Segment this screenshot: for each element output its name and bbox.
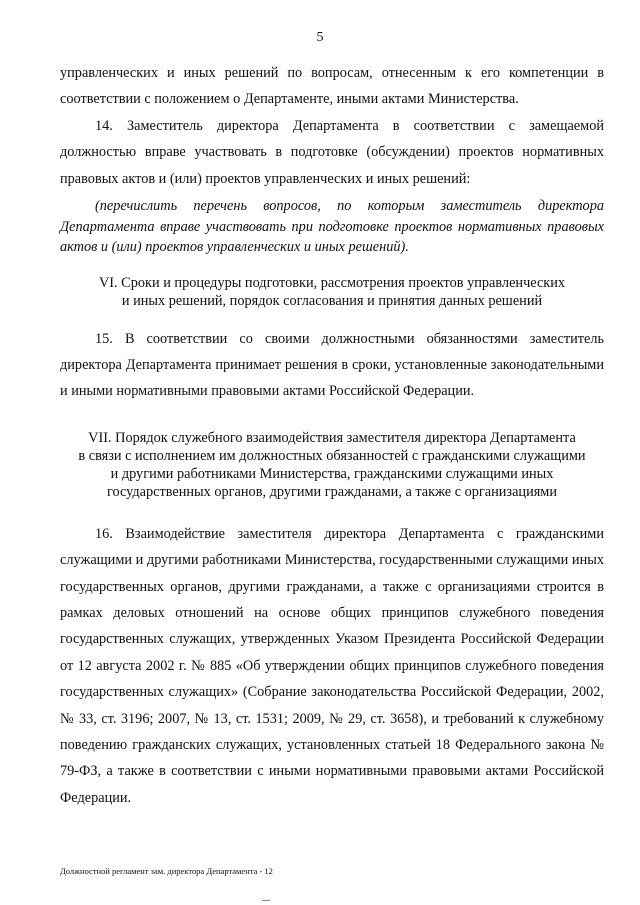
- section-7-heading: [60, 429, 604, 501]
- document-body: [60, 60, 604, 811]
- paragraph-14: 14. Заместитель директора Департамента в соответствии с замещаемой должностью вправе участвовать в подготовке (обсуждении) проектов нормативных правовых актов и (или) проектов управленческих и иных решений:: [60, 117, 604, 187]
- page-number: 5: [316, 30, 324, 45]
- footer-note: Должностной регламент зам. директора Департамента - 12: [60, 866, 273, 876]
- section-6-heading: [60, 274, 604, 310]
- section-7-heading-line: в связи с исполнением им должностных обязанностей с гражданскими служащими: [78, 447, 586, 464]
- section-7-heading-line: VII. Порядок служебного взаимодействия заместителя директора Департамента: [88, 429, 576, 446]
- paragraph-continuation: управленческих и иных решений по вопросам, отнесенным к его компетенции в соответствии с положением о Департаменте, иными актами Министерства.: [60, 65, 604, 108]
- paragraph-14-instruction: (перечислить перечень вопросов, по которым заместитель директора Департамента вправе участвовать при подготовке проектов нормативных правовых актов и (или) проектов управленческих и иных решений).: [60, 198, 604, 256]
- paragraph-15: 15. В соответствии со своими должностными обязанностями заместитель директора Департамента принимает решения в сроки, установленные законодательными и иными нормативными правовыми актами Российской Федерации.: [60, 330, 604, 400]
- paragraph-16: 16. Взаимодействие заместителя директора Департамента с гражданскими служащими и другими работниками Министерства, государственными служащими иных государственных органов, другими гражданами, а также с организациями строится в рамках деловых отношений на основе общих принципов служебного поведения государственных служащих, утвержденных Указом Президента Российской Федерации от 12 августа 2002 г. № 885 «Об утверждении общих принципов служебного поведения государственных служащих» (Собрание законодательства Российской Федерации, 2002, № 33, ст. 3196; 2007, № 13, ст. 1531; 2009, № 29, ст. 3658), и требований к служебному поведению гражданских служащих, установленных статьей 18 Федерального закона № 79-ФЗ, а также в соответствии с иными нормативными правовыми актами Российской Федерации.: [60, 525, 604, 806]
- section-6-heading-line: и иных решений, порядок согласования и принятия данных решений: [121, 292, 543, 309]
- section-6-heading-line: VI. Сроки и процедуры подготовки, рассмотрения проектов управленческих: [98, 274, 566, 291]
- scan-mark: [262, 900, 270, 901]
- section-7-heading-line: государственных органов, другими гражданами, а также с организациями: [106, 483, 558, 500]
- section-7-heading-line: и другими работниками Министерства, гражданскими служащими иных: [110, 465, 554, 482]
